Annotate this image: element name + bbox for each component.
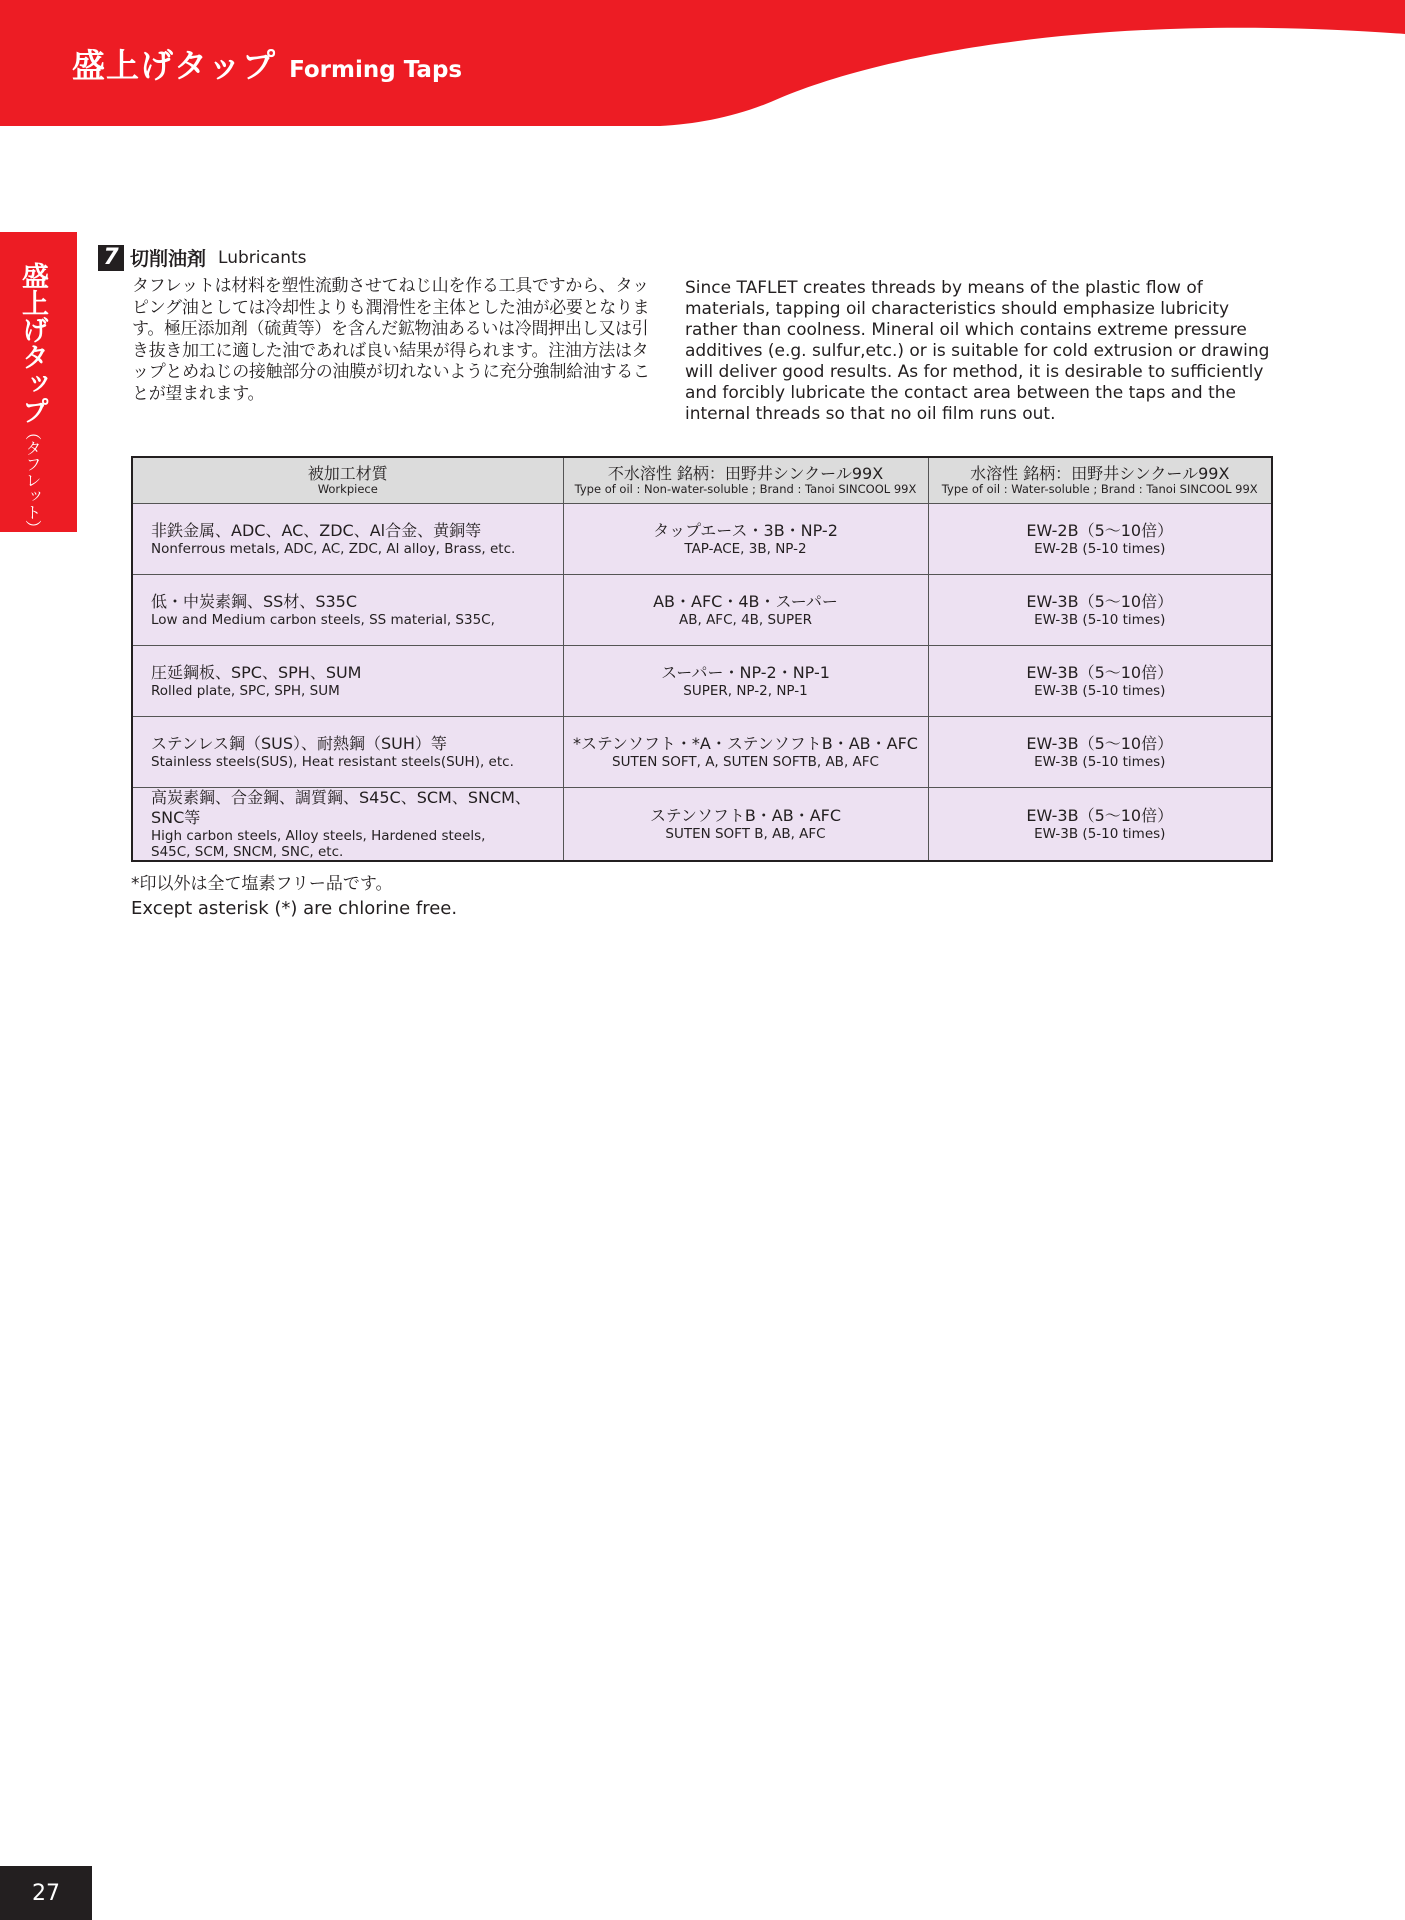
header-workpiece bbox=[132, 457, 563, 504]
water-en: EW-3B (5-10 times) bbox=[1034, 754, 1166, 770]
water-en: EW-3B (5-10 times) bbox=[1034, 826, 1166, 842]
cell-water bbox=[928, 575, 1272, 646]
side-tab-line2: FORMING TAPS（TAFLET） bbox=[22, 541, 42, 764]
water-en: EW-3B (5-10 times) bbox=[1034, 683, 1166, 699]
footnote-en: Except asterisk (*) are chlorine free. bbox=[131, 898, 458, 919]
water-jp: EW-3B（5〜10倍） bbox=[1026, 663, 1174, 682]
water-jp: EW-3B（5〜10倍） bbox=[1026, 806, 1174, 825]
table-row bbox=[132, 646, 1272, 717]
side-tab-line1-small: （タフレット） bbox=[23, 424, 42, 536]
section-number: 7 bbox=[98, 245, 124, 271]
header-title bbox=[72, 40, 462, 87]
cell-water bbox=[928, 504, 1272, 575]
cell-nonwater bbox=[563, 575, 928, 646]
cell-nonwater bbox=[563, 788, 928, 862]
cell-water bbox=[928, 788, 1272, 862]
table-row bbox=[132, 717, 1272, 788]
header-nonwater-soluble bbox=[563, 457, 928, 504]
cell-water bbox=[928, 646, 1272, 717]
nonwater-jp: *ステンソフト・*A・ステンソフトB・AB・AFC bbox=[573, 734, 918, 753]
cell-workpiece bbox=[132, 646, 563, 717]
workpiece-jp: 非鉄金属、ADC、AC、ZDC、Al合金、黄銅等 bbox=[151, 521, 482, 540]
workpiece-jp: 圧延鋼板、SPC、SPH、SUM bbox=[151, 663, 362, 682]
header-title-jp: 盛上げタップ bbox=[72, 46, 276, 85]
workpiece-en: High carbon steels, Alloy steels, Hardened steels, bbox=[151, 828, 486, 844]
header-water-soluble bbox=[928, 457, 1272, 504]
workpiece-en: Rolled plate, SPC, SPH, SUM bbox=[151, 683, 340, 699]
water-en: EW-2B (5-10 times) bbox=[1034, 541, 1166, 557]
header-title-en: Forming Taps bbox=[289, 57, 463, 83]
cell-water bbox=[928, 717, 1272, 788]
cell-workpiece bbox=[132, 575, 563, 646]
workpiece-jp: ステンレス鋼（SUS）、耐熱鋼（SUH）等 bbox=[151, 734, 447, 753]
page-header bbox=[0, 0, 1405, 128]
section-title-en: Lubricants bbox=[218, 247, 307, 268]
workpiece-en: Stainless steels(SUS), Heat resistant steels(SUH), etc. bbox=[151, 754, 514, 770]
table-row bbox=[132, 504, 1272, 575]
side-tab-line1: 盛上げタップ（タフレット） bbox=[17, 262, 48, 536]
header-nonwater-en: Type of oil : Non-water-soluble ; Brand : Tanoi SINCOOL 99X bbox=[574, 482, 917, 496]
table-header-row bbox=[132, 457, 1272, 504]
nonwater-en: AB, AFC, 4B, SUPER bbox=[678, 612, 813, 628]
header-nonwater-jp: 不水溶性 銘柄：田野井シンクール99X bbox=[607, 464, 884, 483]
footnote-jp: *印以外は全て塩素フリー品です。 bbox=[131, 874, 393, 894]
lubricants-table bbox=[131, 456, 1273, 862]
nonwater-en: SUTEN SOFT B, AB, AFC bbox=[665, 826, 826, 842]
table-row bbox=[132, 788, 1272, 862]
header-water-en: Type of oil : Water-soluble ; Brand : Tanoi SINCOOL 99X bbox=[941, 482, 1258, 496]
nonwater-jp: スーパー・NP-2・NP-1 bbox=[661, 663, 830, 682]
header-water-jp: 水溶性 銘柄：田野井シンクール99X bbox=[970, 464, 1230, 483]
nonwater-en: SUPER, NP-2, NP-1 bbox=[683, 683, 808, 699]
workpiece-en-line2: S45C, SCM, SNCM, SNC, etc. bbox=[151, 844, 344, 860]
side-tab-label bbox=[13, 262, 52, 764]
nonwater-en: TAP-ACE, 3B, NP-2 bbox=[684, 541, 807, 557]
cell-workpiece bbox=[132, 717, 563, 788]
section-title-jp: 切削油剤 bbox=[130, 248, 207, 270]
intro-text-jp: タフレットは材料を塑性流動させてねじ山を作る工具ですから、タッピング油としては冷却性よりも潤滑性を主体とした油が必要となります。極圧添加剤（硫黄等）を含んだ鉱物油あるいは冷間押出し又は引き抜き加工に適した油であれば良い結果が得られます。注油方法はタップとめねじの接触部分の油膜が切れないように充分強制給油することが望まれます。 bbox=[132, 276, 650, 404]
workpiece-jp: 高炭素鋼、合金鋼、調質鋼、S45C、SCM、SNCM、SNC等 bbox=[151, 788, 531, 827]
header-workpiece-jp: 被加工材質 bbox=[307, 464, 388, 483]
cell-workpiece bbox=[132, 504, 563, 575]
nonwater-jp: ステンソフトB・AB・AFC bbox=[649, 806, 842, 825]
water-en: EW-3B (5-10 times) bbox=[1034, 612, 1166, 628]
header-workpiece-en: Workpiece bbox=[317, 482, 378, 496]
water-jp: EW-3B（5〜10倍） bbox=[1026, 734, 1174, 753]
workpiece-jp: 低・中炭素鋼、SS材、S35C bbox=[151, 592, 358, 611]
table-row bbox=[132, 575, 1272, 646]
section-heading bbox=[98, 244, 307, 271]
cell-nonwater bbox=[563, 717, 928, 788]
page-number: 27 bbox=[0, 1866, 92, 1920]
cell-nonwater bbox=[563, 504, 928, 575]
cell-workpiece bbox=[132, 788, 563, 862]
water-jp: EW-3B（5〜10倍） bbox=[1026, 592, 1174, 611]
nonwater-en: SUTEN SOFT, A, SUTEN SOFTB, AB, AFC bbox=[612, 754, 879, 770]
nonwater-jp: AB・AFC・4B・スーパー bbox=[653, 592, 838, 611]
workpiece-en: Nonferrous metals, ADC, AC, ZDC, Al alloy, Brass, etc. bbox=[151, 541, 516, 557]
intro-text-en: Since TAFLET creates threads by means of the plastic flow of materials, tapping oil characteristics should emphasize lubricity rather than coolness. Mineral oil which contains extreme pressure additives (e.g. sulfur,etc.) or is suitable for cold extrusion or drawing will deliver good results. As for method, it is desirable to sufficiently and forcibly lubricate the contact area between the taps and the internal threads so that no oil film runs out. bbox=[685, 278, 1270, 424]
workpiece-en: Low and Medium carbon steels, SS material, S35C, bbox=[151, 612, 495, 628]
nonwater-jp: タップエース・3B・NP-2 bbox=[653, 521, 838, 540]
water-jp: EW-2B（5〜10倍） bbox=[1026, 521, 1174, 540]
cell-nonwater bbox=[563, 646, 928, 717]
